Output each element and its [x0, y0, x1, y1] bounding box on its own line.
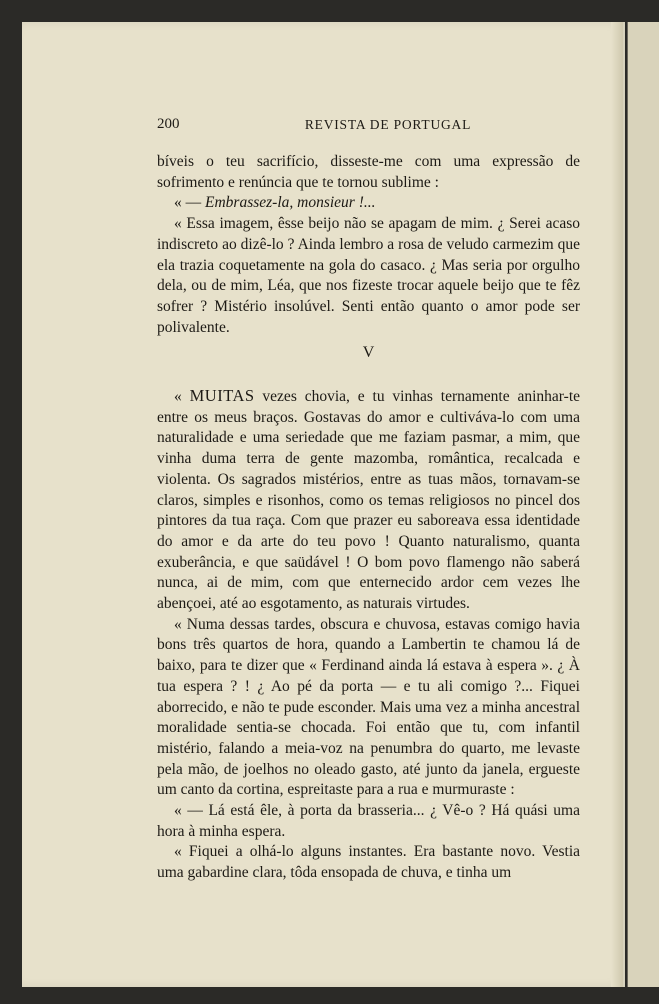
- page-number: 200: [157, 116, 180, 132]
- page-header: [157, 116, 579, 136]
- section-numeral: V: [362, 344, 375, 361]
- smallcaps-word: MUITAS: [189, 386, 255, 405]
- adjacent-page-edge: [627, 22, 659, 987]
- paragraph: « Numa dessas tardes, obscura e chuvosa, estavas comigo havia bons três quartos de hora, quando a Lambertin te chamou lá de baixo, para te dizer que « Ferdinand ainda lá estava à espera ». ¿ À tua espera ? ! ¿ Ao pé da porta — e tu ali comigo ?... Fiquei aborrecido, e não te pude esconder. Mais uma vez a minha ancestral moralidade sentia-se chocada. Foi então que tu, com infantil mistério, falando a meia-voz na penumbra do quarto, me levaste pela mão, de joelhos no oleado gasto, até junto da janela, ergueste um canto da cortina, espreitaste para a rua e murmuraste :: [157, 615, 580, 799]
- opening-quote: «: [174, 388, 190, 405]
- running-title: REVISTA DE PORTUGAL: [304, 117, 472, 132]
- dialogue-prefix: « —: [174, 194, 205, 212]
- paragraph: « Fiquei a olhá-lo alguns instantes. Era bastante novo. Vestia uma gabardine clara, tôda ensopada de chuva, e tinha um: [157, 843, 580, 882]
- text-block-top: [157, 152, 580, 338]
- opening-rest: vezes chovia, e tu vinhas ternamente aninhar-te entre os meus braços. Gostavas do amor e cultiváva-lo com uma naturalidade e uma seriedade que me faziam pasmar, a mim, que vinha duma terra de gente mazomba, romântica, recalcada e violenta. Os sagrados mistérios, entre as tuas mãos, tornavam-se claros, simples e risonhos, como os temas religiosos no pincel dos pintores da tua raça. Com que prazer eu saboreava essa identidade do amor e da arte do teu povo ! Quanto naturalismo, quanta exuberância, e que saüdável ! O bom povo flamengo não saberá nunca, ai de mim, com que enternecido ardor cem vezes lhe abençoei, até ao esgotamento, as naturais virtudes.: [157, 388, 580, 613]
- section-opening-paragraph: [157, 386, 580, 615]
- italic-quote: Embrassez-la, monsieur !...: [205, 194, 376, 212]
- paragraph: bíveis o teu sacrifício, disseste-me com uma expressão de sofrimento e renúncia que te tornou sublime :: [157, 153, 580, 191]
- page-edge: [611, 22, 623, 987]
- paragraph: « Essa imagem, êsse beijo não se apagam de mim. ¿ Serei acaso indiscreto ao dizê-lo ? Ainda lembro a rosa de veludo carmezim que ela trazia coquetamente na gola do casaco. ¿ Mas seria por orgulho dela, ou de mim, Léa, que nos fizeste trocar aquele beijo que te fêz sofrer ? Mistério insolúvel. Senti então quanto o amor pode ser polivalente.: [157, 215, 580, 336]
- text-block-bottom: [157, 386, 580, 884]
- paragraph: « — Lá está êle, à porta da brasseria... ¿ Vê-o ? Há quási uma hora à minha espera.: [157, 802, 580, 840]
- dialogue-line: [157, 193, 580, 214]
